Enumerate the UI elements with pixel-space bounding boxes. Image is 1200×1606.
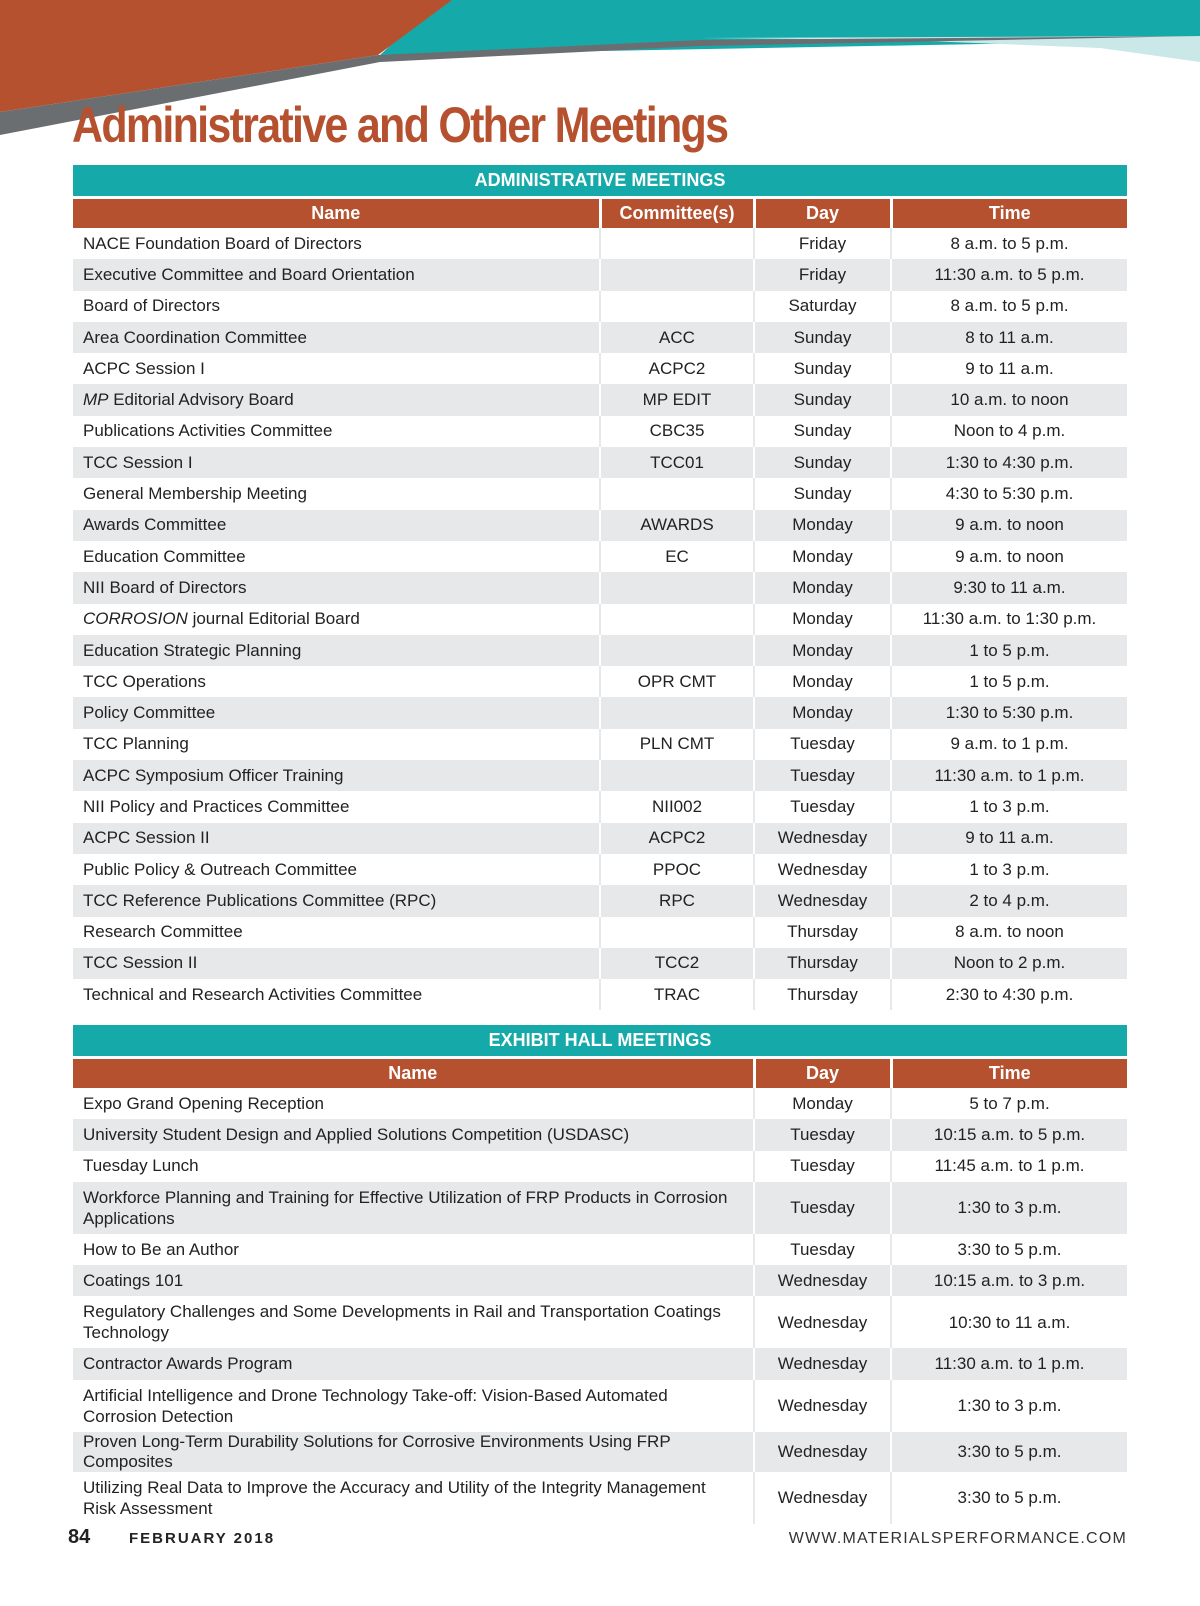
- meeting-day: Tuesday: [754, 760, 891, 791]
- meeting-day: Sunday: [754, 447, 891, 478]
- meeting-time: 1 to 5 p.m.: [891, 635, 1127, 666]
- meeting-time: 9 to 11 a.m.: [891, 823, 1127, 854]
- table-row: [73, 478, 1127, 509]
- meeting-day: Monday: [754, 510, 891, 541]
- meeting-committee: EC: [600, 541, 754, 572]
- meeting-time: 9 a.m. to 1 p.m.: [891, 729, 1127, 760]
- meeting-day: Monday: [754, 666, 891, 697]
- table-row: [73, 259, 1127, 290]
- meeting-day: Wednesday: [754, 823, 891, 854]
- meeting-name: TCC Operations: [73, 666, 600, 697]
- meeting-name: ACPC Session I: [73, 353, 600, 384]
- meeting-name-italic: CORROSION: [83, 609, 188, 629]
- page-title: Administrative and Other Meetings: [72, 97, 728, 153]
- meeting-time: 3:30 to 5 p.m.: [891, 1472, 1127, 1524]
- meeting-day: Wednesday: [754, 1432, 891, 1472]
- meeting-name: NII Policy and Practices Committee: [73, 791, 600, 822]
- meeting-day: Wednesday: [754, 854, 891, 885]
- meeting-time: 1:30 to 3 p.m.: [891, 1380, 1127, 1432]
- meeting-committee: MP EDIT: [600, 384, 754, 415]
- meeting-time: 11:30 a.m. to 5 p.m.: [891, 259, 1127, 290]
- meeting-committee: TRAC: [600, 979, 754, 1010]
- meeting-name: Publications Activities Committee: [73, 416, 600, 447]
- meeting-day: Monday: [754, 1088, 891, 1119]
- meeting-committee: [600, 572, 754, 603]
- meeting-name-rest: Editorial Advisory Board: [108, 390, 294, 410]
- meeting-name: Workforce Planning and Training for Effective Utilization of FRP Products in Corrosion Applications: [73, 1182, 754, 1234]
- table-row: [73, 353, 1127, 384]
- section-header-row: [73, 1025, 1127, 1057]
- meeting-day: Saturday: [754, 291, 891, 322]
- page-number: 84: [68, 1526, 91, 1548]
- meeting-time: 8 a.m. to 5 p.m.: [891, 228, 1127, 259]
- meeting-day: Sunday: [754, 478, 891, 509]
- table-row: [73, 1088, 1127, 1119]
- table-row: [73, 854, 1127, 885]
- meeting-name: TCC Planning: [73, 729, 600, 760]
- section-title-exhibit: EXHIBIT HALL MEETINGS: [73, 1025, 1127, 1057]
- meeting-time: Noon to 2 p.m.: [891, 948, 1127, 979]
- meeting-time: 10 a.m. to noon: [891, 384, 1127, 415]
- meeting-committee: AWARDS: [600, 510, 754, 541]
- meeting-day: Sunday: [754, 322, 891, 353]
- meeting-name: Tuesday Lunch: [73, 1151, 754, 1182]
- meeting-day: Tuesday: [754, 1234, 891, 1265]
- meeting-committee: [600, 478, 754, 509]
- meeting-committee: [600, 259, 754, 290]
- meeting-day: Tuesday: [754, 1119, 891, 1150]
- table-row: [73, 697, 1127, 728]
- meeting-time: 8 to 11 a.m.: [891, 322, 1127, 353]
- meeting-name: [73, 604, 600, 635]
- table-row: [73, 1265, 1127, 1296]
- website-url: WWW.MATERIALSPERFORMANCE.COM: [788, 1530, 1127, 1547]
- meeting-time: 10:15 a.m. to 5 p.m.: [891, 1119, 1127, 1150]
- meeting-name: Coatings 101: [73, 1265, 754, 1296]
- table-row: [73, 1380, 1127, 1432]
- table-row: [73, 1348, 1127, 1379]
- meeting-time: 2:30 to 4:30 p.m.: [891, 979, 1127, 1010]
- meeting-name: Technical and Research Activities Committee: [73, 979, 600, 1010]
- table-row: [73, 917, 1127, 948]
- meeting-name: TCC Session II: [73, 948, 600, 979]
- table-row: [73, 1472, 1127, 1524]
- meeting-time: 11:45 a.m. to 1 p.m.: [891, 1151, 1127, 1182]
- table-row: [73, 510, 1127, 541]
- meeting-name: Research Committee: [73, 917, 600, 948]
- meeting-time: 9 a.m. to noon: [891, 510, 1127, 541]
- section-header-row: [73, 165, 1127, 197]
- meeting-name: Education Strategic Planning: [73, 635, 600, 666]
- meeting-day: Sunday: [754, 384, 891, 415]
- meeting-time: 1:30 to 3 p.m.: [891, 1182, 1127, 1234]
- meeting-day: Monday: [754, 697, 891, 728]
- meeting-committee: [600, 760, 754, 791]
- column-header-row: [73, 197, 1127, 228]
- column-header-row: [73, 1057, 1127, 1088]
- meeting-name: Policy Committee: [73, 697, 600, 728]
- column-header-time: Time: [891, 1057, 1127, 1088]
- table-row: [73, 447, 1127, 478]
- meeting-day: Monday: [754, 635, 891, 666]
- meeting-committee: [600, 604, 754, 635]
- meeting-name: Education Committee: [73, 541, 600, 572]
- meeting-name: TCC Session I: [73, 447, 600, 478]
- meeting-name: Artificial Intelligence and Drone Technology Take-off: Vision-Based Automated Corrosion Detection: [73, 1380, 754, 1432]
- table-row: [73, 791, 1127, 822]
- table-row: [73, 1151, 1127, 1182]
- meeting-day: Wednesday: [754, 1472, 891, 1524]
- meeting-name-rest: journal Editorial Board: [187, 609, 360, 629]
- meeting-name: Area Coordination Committee: [73, 322, 600, 353]
- column-header-name: Name: [73, 197, 600, 228]
- table-row: [73, 885, 1127, 916]
- meeting-committee: [600, 635, 754, 666]
- meeting-name: University Student Design and Applied Solutions Competition (USDASC): [73, 1119, 754, 1150]
- meeting-time: 10:15 a.m. to 3 p.m.: [891, 1265, 1127, 1296]
- meeting-name: NII Board of Directors: [73, 572, 600, 603]
- meeting-day: Sunday: [754, 353, 891, 384]
- section-title-administrative: ADMINISTRATIVE MEETINGS: [73, 165, 1127, 197]
- meeting-committee: PLN CMT: [600, 729, 754, 760]
- meeting-day: Thursday: [754, 917, 891, 948]
- meeting-time: 3:30 to 5 p.m.: [891, 1234, 1127, 1265]
- meeting-committee: RPC: [600, 885, 754, 916]
- meeting-committee: ACC: [600, 322, 754, 353]
- table-row: [73, 1182, 1127, 1234]
- meeting-committee: PPOC: [600, 854, 754, 885]
- meeting-name: Executive Committee and Board Orientation: [73, 259, 600, 290]
- meeting-committee: NII002: [600, 791, 754, 822]
- meeting-time: Noon to 4 p.m.: [891, 416, 1127, 447]
- meeting-name: Contractor Awards Program: [73, 1348, 754, 1379]
- meeting-name: General Membership Meeting: [73, 478, 600, 509]
- meeting-name: NACE Foundation Board of Directors: [73, 228, 600, 259]
- meeting-day: Thursday: [754, 948, 891, 979]
- meeting-name: Public Policy & Outreach Committee: [73, 854, 600, 885]
- meeting-time: 1:30 to 5:30 p.m.: [891, 697, 1127, 728]
- meeting-time: 11:30 a.m. to 1:30 p.m.: [891, 604, 1127, 635]
- table-row: [73, 384, 1127, 415]
- meeting-name: Regulatory Challenges and Some Developments in Rail and Transportation Coatings Technology: [73, 1296, 754, 1348]
- meeting-committee: [600, 917, 754, 948]
- table-row: [73, 1119, 1127, 1150]
- meeting-name-italic: MP: [83, 390, 109, 410]
- table-row: [73, 760, 1127, 791]
- meeting-day: Friday: [754, 228, 891, 259]
- meeting-committee: [600, 228, 754, 259]
- table-row: [73, 541, 1127, 572]
- meeting-name: Proven Long-Term Durability Solutions for Corrosive Environments Using FRP Composites: [73, 1432, 754, 1472]
- table-row: [73, 604, 1127, 635]
- table-row: [73, 948, 1127, 979]
- meeting-day: Thursday: [754, 979, 891, 1010]
- table-row: [73, 666, 1127, 697]
- column-header-time: Time: [891, 197, 1127, 228]
- exhibit-hall-meetings-table: [73, 1025, 1127, 1524]
- meeting-time: 5 to 7 p.m.: [891, 1088, 1127, 1119]
- meeting-name: Board of Directors: [73, 291, 600, 322]
- meeting-name: How to Be an Author: [73, 1234, 754, 1265]
- meeting-name: TCC Reference Publications Committee (RPC): [73, 885, 600, 916]
- table-row: [73, 729, 1127, 760]
- meeting-day: Wednesday: [754, 1296, 891, 1348]
- meeting-time: 9:30 to 11 a.m.: [891, 572, 1127, 603]
- column-header-name: Name: [73, 1057, 754, 1088]
- meeting-day: Monday: [754, 541, 891, 572]
- meeting-committee: [600, 697, 754, 728]
- meeting-committee: ACPC2: [600, 823, 754, 854]
- meeting-committee: ACPC2: [600, 353, 754, 384]
- meeting-time: 1 to 5 p.m.: [891, 666, 1127, 697]
- column-header-day: Day: [754, 197, 891, 228]
- meeting-day: Tuesday: [754, 729, 891, 760]
- table-row: [73, 322, 1127, 353]
- meeting-day: Wednesday: [754, 1265, 891, 1296]
- issue-date: FEBRUARY 2018: [129, 1530, 276, 1547]
- meeting-day: Friday: [754, 259, 891, 290]
- meeting-name: Expo Grand Opening Reception: [73, 1088, 754, 1119]
- meeting-committee: TCC2: [600, 948, 754, 979]
- meeting-day: Tuesday: [754, 1151, 891, 1182]
- meeting-time: 2 to 4 p.m.: [891, 885, 1127, 916]
- meeting-time: 4:30 to 5:30 p.m.: [891, 478, 1127, 509]
- column-header-day: Day: [754, 1057, 891, 1088]
- meeting-name: Awards Committee: [73, 510, 600, 541]
- table-row: [73, 416, 1127, 447]
- meeting-time: 11:30 a.m. to 1 p.m.: [891, 1348, 1127, 1379]
- meeting-name: ACPC Session II: [73, 823, 600, 854]
- table-row: [73, 1296, 1127, 1348]
- meeting-time: 8 a.m. to 5 p.m.: [891, 291, 1127, 322]
- table-row: [73, 228, 1127, 259]
- meeting-time: 1 to 3 p.m.: [891, 791, 1127, 822]
- meeting-name: Utilizing Real Data to Improve the Accuracy and Utility of the Integrity Management Risk Assessment: [73, 1472, 754, 1524]
- meeting-committee: TCC01: [600, 447, 754, 478]
- meeting-committee: CBC35: [600, 416, 754, 447]
- table-row: [73, 291, 1127, 322]
- table-row: [73, 1432, 1127, 1472]
- meeting-day: Sunday: [754, 416, 891, 447]
- table-row: [73, 1234, 1127, 1265]
- meeting-name: ACPC Symposium Officer Training: [73, 760, 600, 791]
- column-header-committees: Committee(s): [600, 197, 754, 228]
- table-row: [73, 572, 1127, 603]
- meeting-day: Tuesday: [754, 791, 891, 822]
- meeting-committee: OPR CMT: [600, 666, 754, 697]
- meeting-time: 9 a.m. to noon: [891, 541, 1127, 572]
- meeting-day: Monday: [754, 604, 891, 635]
- meeting-day: Wednesday: [754, 1348, 891, 1379]
- meeting-time: 10:30 to 11 a.m.: [891, 1296, 1127, 1348]
- meeting-time: 3:30 to 5 p.m.: [891, 1432, 1127, 1472]
- meeting-day: Tuesday: [754, 1182, 891, 1234]
- table-row: [73, 635, 1127, 666]
- meeting-time: 1:30 to 4:30 p.m.: [891, 447, 1127, 478]
- meeting-day: Monday: [754, 572, 891, 603]
- meeting-time: 11:30 a.m. to 1 p.m.: [891, 760, 1127, 791]
- table-row: [73, 823, 1127, 854]
- meeting-committee: [600, 291, 754, 322]
- administrative-meetings-table: [73, 165, 1127, 1010]
- table-row: [73, 979, 1127, 1010]
- meeting-time: 9 to 11 a.m.: [891, 353, 1127, 384]
- meeting-time: 1 to 3 p.m.: [891, 854, 1127, 885]
- meeting-time: 8 a.m. to noon: [891, 917, 1127, 948]
- meeting-day: Wednesday: [754, 1380, 891, 1432]
- meeting-day: Wednesday: [754, 885, 891, 916]
- meeting-name: [73, 384, 600, 415]
